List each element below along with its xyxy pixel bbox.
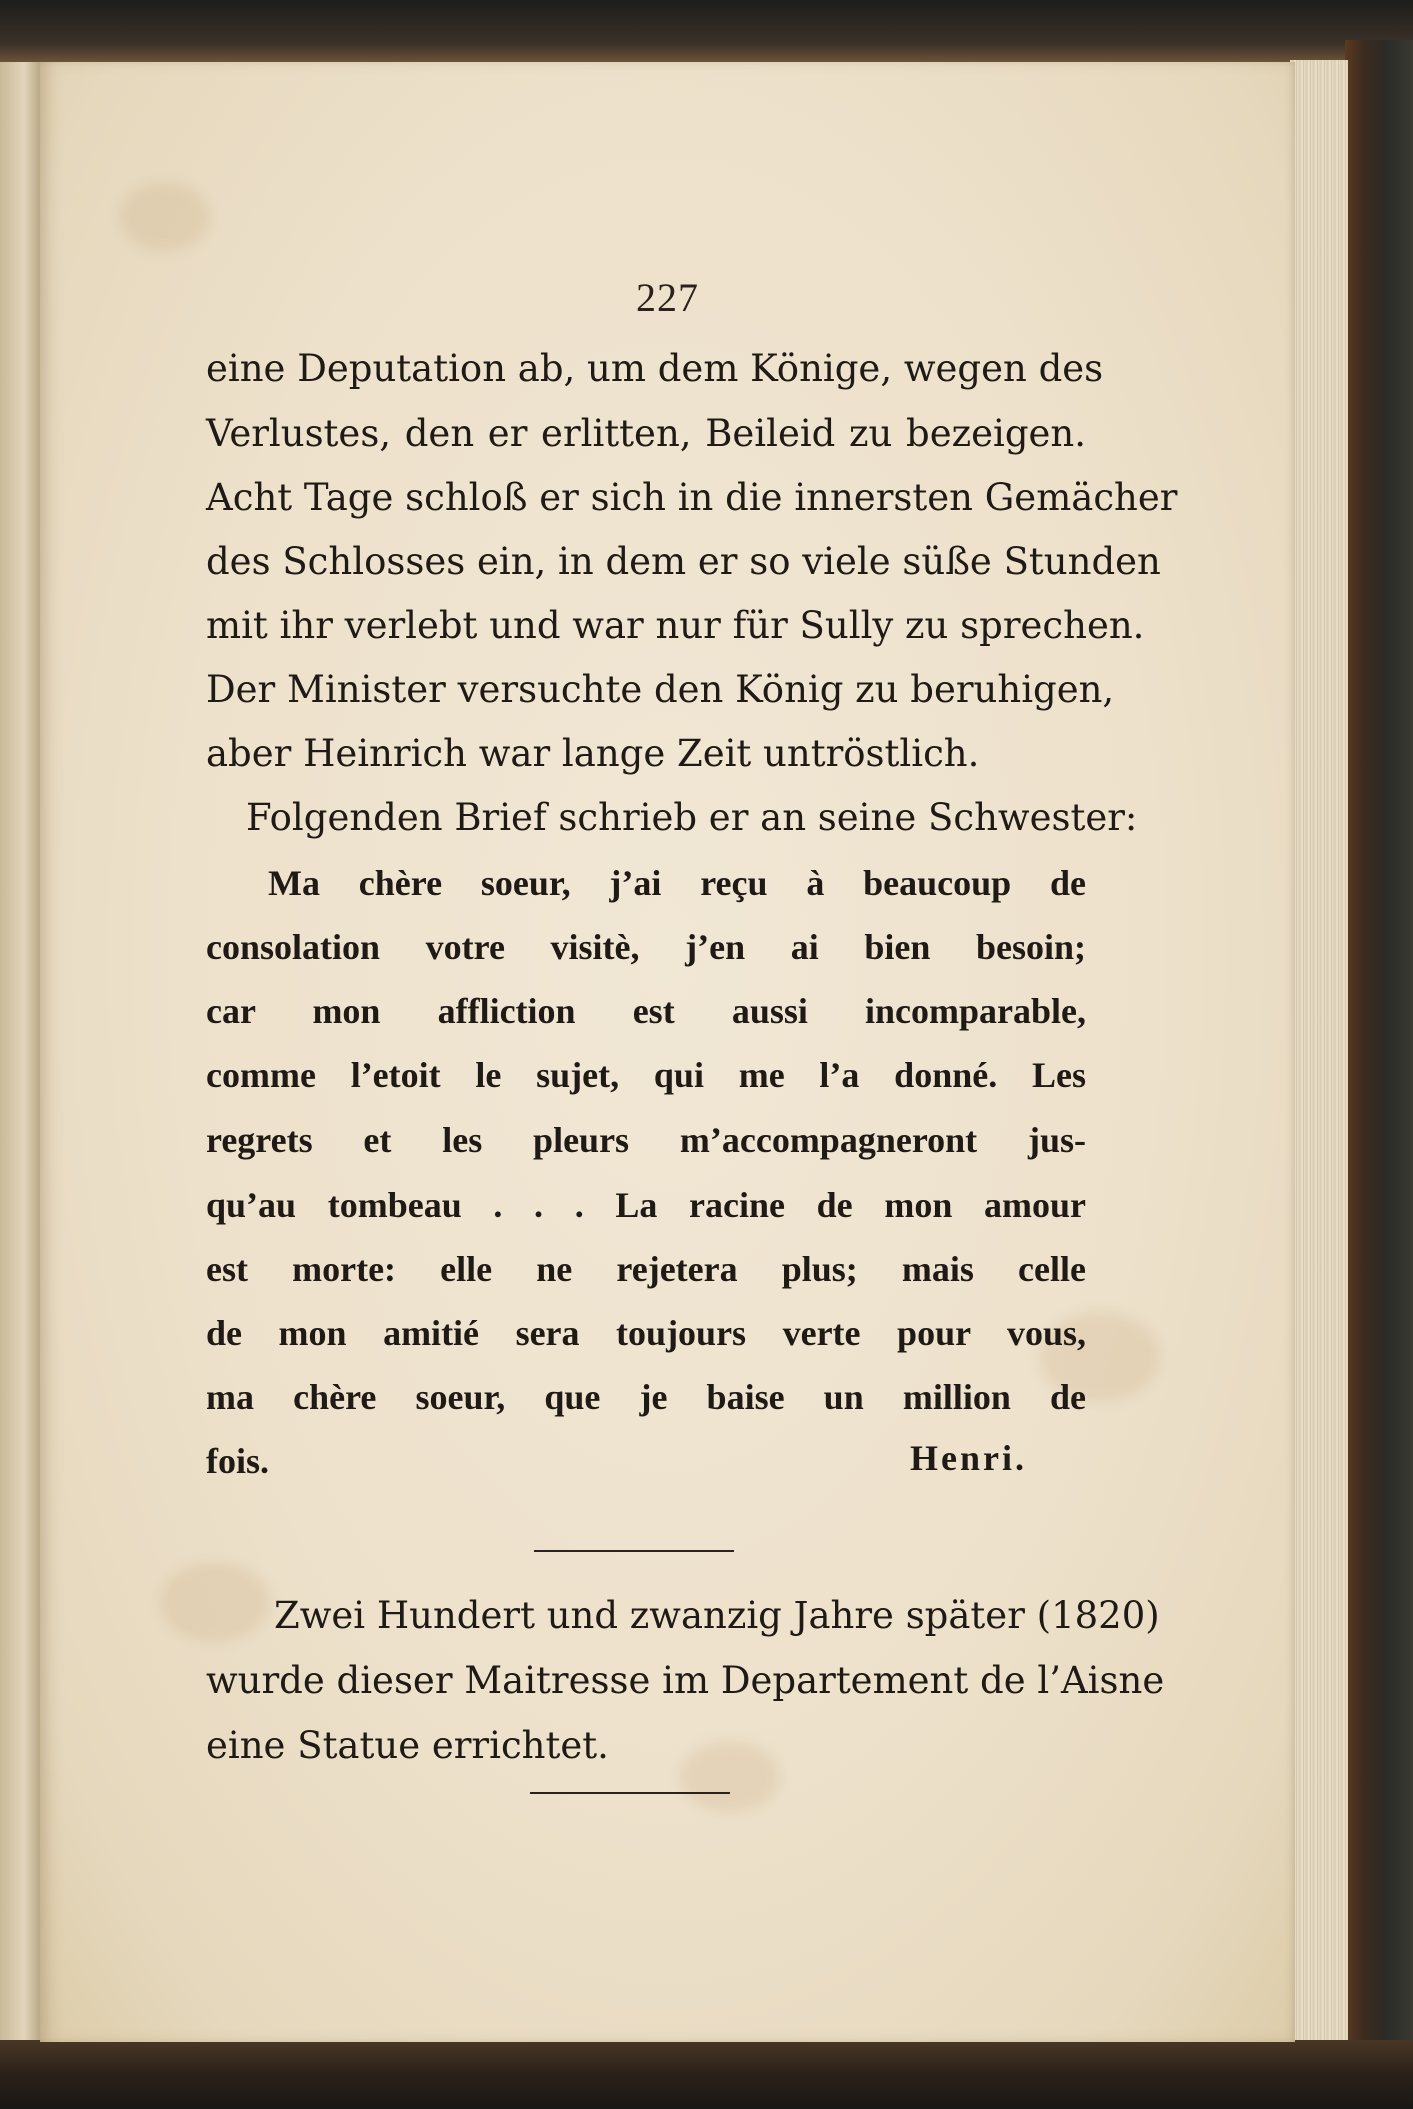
page-number: 227 <box>636 275 699 320</box>
letter-line: regrets et les pleurs m’accompagneront jus- <box>206 1120 1086 1160</box>
text-line: Zwei Hundert und zwanzig Jahre später (1820) <box>274 1594 1160 1637</box>
letter-line: consolation votre visitè, j’en ai bien besoin; <box>206 927 1086 967</box>
book-cover-bottom <box>0 2040 1413 2109</box>
text-line: Der Minister versuchte den König zu beruhigen, <box>206 668 1115 711</box>
book-cover-top <box>0 0 1413 62</box>
section-divider <box>534 1550 734 1552</box>
letter-line: ma chère soeur, que je baise un million de <box>206 1377 1086 1417</box>
letter-signature: Henri. <box>910 1438 1027 1478</box>
text-line: eine Statue errichtet. <box>206 1724 609 1767</box>
text-line: des Schlosses ein, in dem er so viele süße Stunden <box>206 540 1161 583</box>
letter-line: Ma chère soeur, j’ai reçu à beaucoup de <box>268 863 1086 903</box>
paper-stain <box>120 182 210 252</box>
left-page-gutter <box>0 62 40 2052</box>
letter-line: qu’au tombeau . . . La racine de mon amour <box>206 1185 1086 1225</box>
text-line: eine Deputation ab, um dem Könige, wegen des <box>206 347 1104 390</box>
end-divider <box>530 1792 730 1794</box>
text-line: Verlustes, den er erlitten, Beileid zu bezeigen. <box>206 412 1086 455</box>
letter-line: de mon amitié sera toujours verte pour vous, <box>206 1313 1086 1353</box>
letter-line: car mon affliction est aussi incomparable, <box>206 991 1086 1031</box>
letter-line: est morte: elle ne rejetera plus; mais celle <box>206 1249 1086 1289</box>
letter-line: fois. <box>206 1441 269 1481</box>
text-line: wurde dieser Maitresse im Departement de l’Aisne <box>206 1659 1165 1702</box>
text-line: aber Heinrich war lange Zeit untröstlich. <box>206 732 980 775</box>
page-stack-edges <box>1290 60 1348 2045</box>
letter-intro: Folgenden Brief schrieb er an seine Schwester: <box>246 796 1138 839</box>
text-line: Acht Tage schloß er sich in die innersten Gemächer <box>206 476 1178 519</box>
letter-line: comme l’etoit le sujet, qui me l’a donné. Les <box>206 1055 1086 1095</box>
paper-stain <box>160 1562 270 1642</box>
text-line: mit ihr verlebt und war nur für Sully zu sprechen. <box>206 604 1145 647</box>
book-page <box>40 62 1295 2042</box>
book-cover-right <box>1345 40 1413 2040</box>
